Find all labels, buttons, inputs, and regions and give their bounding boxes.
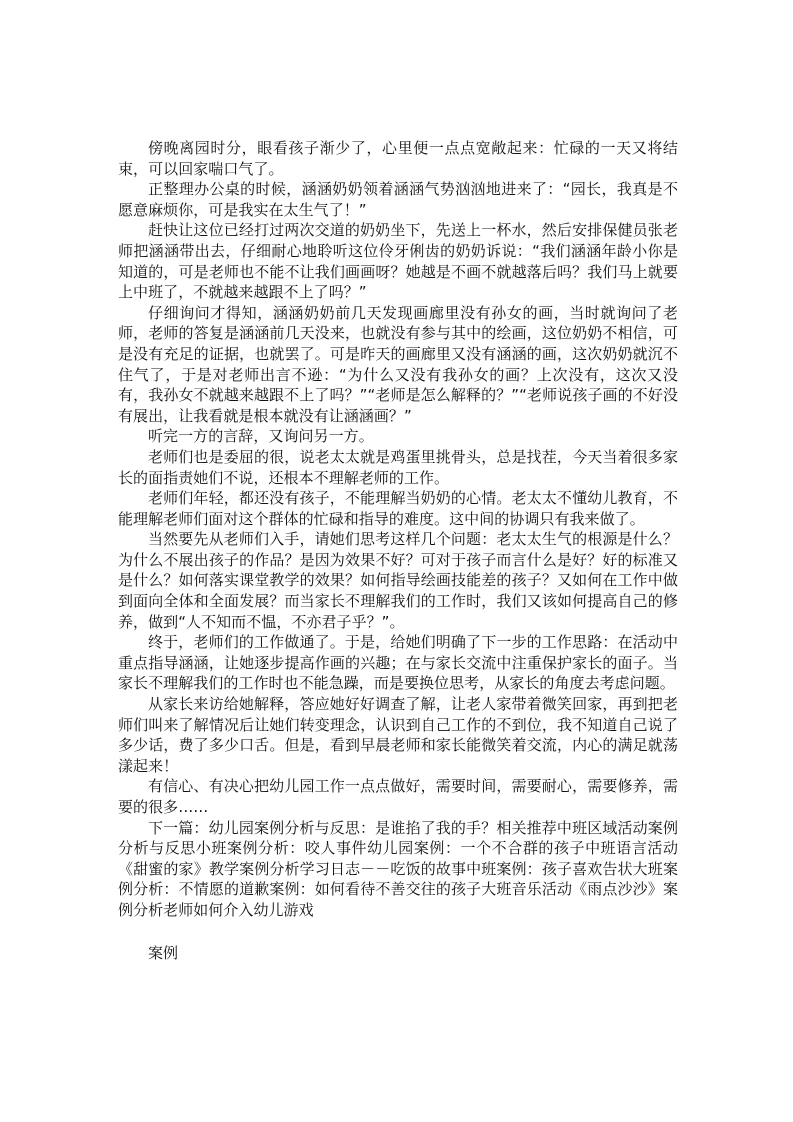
paragraph: 仔细询问才得知，涵涵奶奶前几天发现画廊里没有孙女的画，当时就询问了老师，老师的答复是涵涵前几天没来，也就没有参与其中的绘画，这位奶奶不相信，可是没有充足的证据，也就罢了。可是昨天的画廊里又没有涵涵的画，这次奶奶就沉不住气了，于是对老师出言不逊：“为什么又没有我孙女的画？上次没有，这次又没有，我孙女不就越来越跟不上了吗？”“老师是怎么解释的？”“老师说孩子画的不好没有展出，让我看就是根本就没有让涵涵画？”: [118, 303, 678, 425]
paragraph: 有信心、有决心把幼儿园工作一点点做好，需要时间，需要耐心，需要修养，需要的很多……: [118, 777, 678, 816]
paragraph: 老师们也是委屈的很，说老太太就是鸡蛋里挑骨头，总是找茬，今天当着很多家长的面指责她们不说，还根本不理解老师的工作。: [118, 447, 678, 487]
related-articles-paragraph: 下一篇：幼儿园案例分析与反思：是谁掐了我的手？相关推荐中班区域活动案例分析与反思小班案例分析：咬人事件幼儿园案例：一个不合群的孩子中班语言活动《甜蜜的家》教学案例分析学习日志－－吃饭的故事中班案例：孩子喜欢告状大班案例分析：不情愿的道歉案例：如何看待不善交往的孩子大班音乐活动《雨点沙沙》案例分析老师如何介入幼儿游戏: [118, 818, 678, 919]
paragraph: 听完一方的言辞，又询问另一方。: [148, 427, 374, 446]
paragraph: 赶快让这位已经打过两次交道的奶奶坐下，先送上一杯水，然后安排保健员张老师把涵涵带出去，仔细耐心地聆听这位伶牙俐齿的奶奶诉说：“我们涵涵年龄小你是知道的，可是老师也不能不让我们画画呀？她越是不画不就越落后吗？我们马上就要上中班了，不就越来越跟不上了吗？”: [118, 221, 678, 302]
footer-heading: 案例: [148, 943, 179, 962]
paragraph: 老师们年轻，都还没有孩子，不能理解当奶奶的心情。老太太不懂幼儿教育，不能理解老师们面对这个群体的忙碌和指导的难度。这中间的协调只有我来做了。: [118, 489, 678, 528]
paragraph: 正整理办公桌的时候，涵涵奶奶领着涵涵气势汹汹地进来了：“园长，我真是不愿意麻烦你，可是我实在太生气了！”: [118, 180, 678, 219]
paragraph: 从家长来访给她解释，答应她好好调查了解，让老人家带着微笑回家，再到把老师们叫来了解情况后让她们转变理念，认识到自己工作的不到位，我不知道自己说了多少话，费了多少口舌。但是，看到早晨老师和家长能微笑着交流，内心的满足就荡漾起来！: [118, 695, 678, 775]
document-page: [118, 138, 678, 963]
paragraph: 终于，老师们的工作做通了。于是，给她们明确了下一步的工作思路：在活动中重点指导涵涵，让她逐步提高作画的兴趣；在与家长交流中注重保护家长的面子。当家长不理解我们的工作时也不能急躁，而是要换位思考，从家长的角度去考虑问题。: [118, 633, 678, 693]
paragraph: 当然要先从老师们入手，请她们思考这样几个问题：老太太生气的根源是什么？为什么不展出孩子的作品？是因为效果不好？可对于孩子而言什么是好？好的标准又是什么？如何落实课堂教学的效果？如何指导绘画技能差的孩子？又如何在工作中做到面向全体和全面发展？而当家长不理解我们的工作时，我们又该如何提高自己的修养，做到“人不知而不愠，不亦君子乎？”。: [118, 530, 678, 631]
blank-line: [118, 921, 678, 943]
paragraph: 傍晚离园时分，眼看孩子渐少了，心里便一点点宽敞起来：忙碌的一天又将结束，可以回家喘口气了。: [118, 139, 678, 178]
